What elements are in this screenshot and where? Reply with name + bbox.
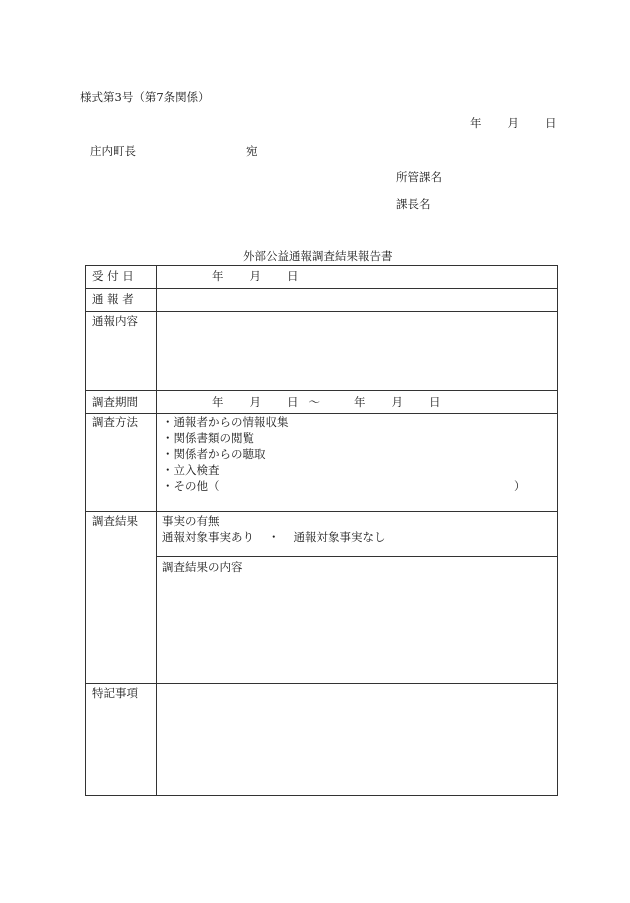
chief-label: 課長名 bbox=[396, 197, 431, 211]
received-date-field[interactable] bbox=[212, 271, 299, 283]
period-separator: ～ bbox=[308, 395, 320, 409]
period-start-year: 年 bbox=[212, 395, 224, 409]
report-table bbox=[85, 265, 558, 796]
fact-yes-option[interactable]: 通報対象事実あり bbox=[162, 530, 254, 544]
investigation-method-label: 調査方法 bbox=[92, 415, 138, 429]
method-item-info-collection[interactable]: ・通報者からの情報収集 bbox=[162, 415, 289, 429]
remarks-label: 特記事項 bbox=[92, 686, 138, 700]
period-end-day: 日 bbox=[429, 395, 441, 409]
document-title: 外部公益通報調査結果報告書 bbox=[243, 249, 393, 263]
investigation-result-label: 調査結果 bbox=[92, 514, 138, 528]
investigation-period-label: 調査期間 bbox=[92, 395, 138, 409]
period-end-month: 月 bbox=[391, 395, 403, 409]
date-month-label: 月 bbox=[507, 116, 519, 130]
report-content-label: 通報内容 bbox=[92, 314, 138, 328]
form-number: 様式第3号（第7条関係） bbox=[80, 90, 210, 104]
row-divider bbox=[86, 413, 557, 414]
department-label: 所管課名 bbox=[396, 170, 442, 184]
method-item-hearing[interactable]: ・関係者からの聴取 bbox=[162, 447, 266, 461]
period-start-day: 日 bbox=[287, 395, 299, 409]
remarks-field[interactable] bbox=[158, 684, 556, 795]
fact-heading: 事実の有無 bbox=[162, 514, 220, 528]
addressee-line bbox=[90, 146, 258, 158]
method-other-close: ） bbox=[514, 479, 526, 493]
submission-date bbox=[470, 118, 557, 130]
investigation-period-field[interactable] bbox=[212, 397, 441, 409]
date-day-label: 日 bbox=[545, 116, 557, 130]
result-sub-divider bbox=[156, 556, 557, 557]
addressee-suffix: 宛 bbox=[246, 144, 258, 158]
report-content-field[interactable] bbox=[158, 312, 556, 389]
row-divider bbox=[86, 390, 557, 391]
period-end-year: 年 bbox=[354, 395, 366, 409]
reporter-field[interactable] bbox=[158, 289, 556, 310]
method-item-document-review[interactable]: ・関係書類の閲覧 bbox=[162, 431, 254, 445]
result-content-field[interactable] bbox=[158, 576, 556, 680]
received-day: 日 bbox=[287, 269, 299, 283]
addressee-name: 庄内町長 bbox=[90, 144, 136, 158]
received-year: 年 bbox=[212, 269, 224, 283]
fact-options bbox=[162, 532, 386, 544]
date-year-label: 年 bbox=[470, 116, 482, 130]
fact-no-option[interactable]: 通報対象事実なし bbox=[293, 530, 386, 544]
row-divider bbox=[86, 511, 557, 512]
reporter-label: 通 報 者 bbox=[92, 292, 134, 306]
period-start-month: 月 bbox=[249, 395, 261, 409]
fact-dot: ・ bbox=[268, 530, 280, 544]
method-item-other[interactable]: ・その他（ bbox=[162, 479, 220, 493]
method-item-inspection[interactable]: ・立入検査 bbox=[162, 463, 220, 477]
received-month: 月 bbox=[249, 269, 261, 283]
received-date-label: 受 付 日 bbox=[92, 269, 134, 283]
label-column-divider bbox=[156, 266, 157, 795]
result-content-heading: 調査結果の内容 bbox=[162, 560, 243, 574]
